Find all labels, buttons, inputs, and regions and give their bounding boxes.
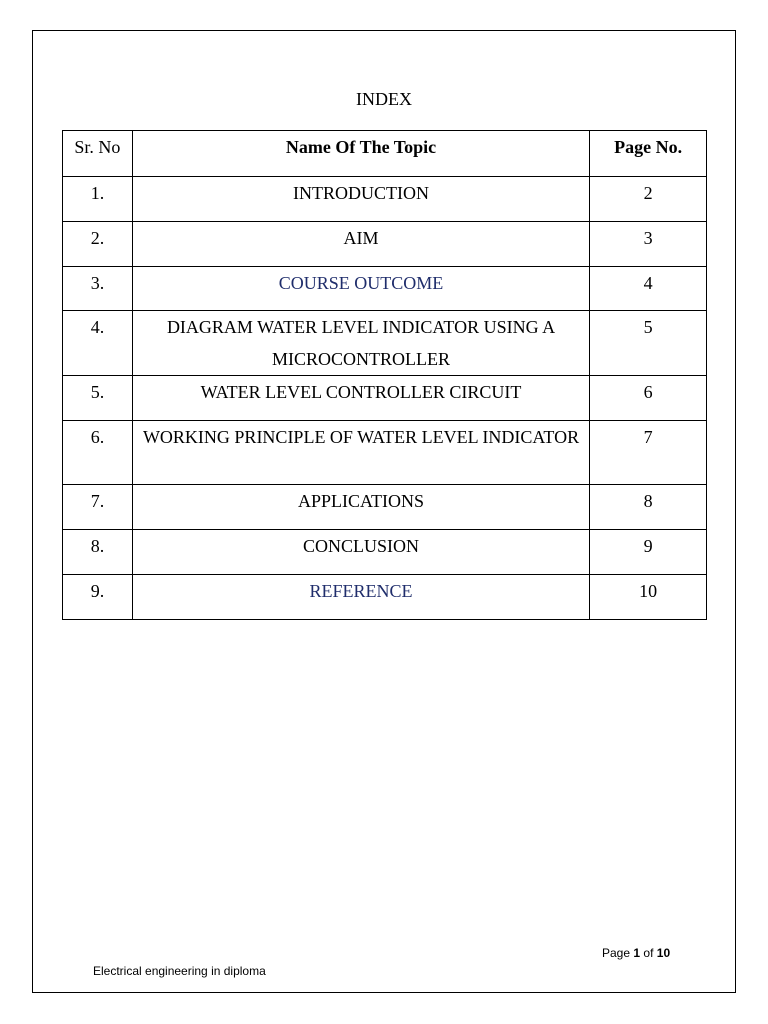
- row-topic: WORKING PRINCIPLE OF WATER LEVEL INDICATOR: [132, 421, 589, 485]
- table-row: [63, 222, 707, 267]
- index-table: [62, 130, 707, 620]
- table-row: [63, 530, 707, 575]
- row-page: 9: [590, 530, 707, 575]
- row-number: 7.: [63, 485, 133, 530]
- table-row: [63, 421, 707, 485]
- row-page: 4: [590, 267, 707, 311]
- header-sr-no: Sr. No: [63, 131, 133, 177]
- row-page: 7: [590, 421, 707, 485]
- row-number: 4.: [63, 311, 133, 376]
- row-page: 6: [590, 376, 707, 421]
- table-row: [63, 177, 707, 222]
- index-title: INDEX: [356, 89, 412, 109]
- row-topic: AIM: [132, 222, 589, 267]
- row-number: 6.: [63, 421, 133, 485]
- row-number: 5.: [63, 376, 133, 421]
- row-topic: WATER LEVEL CONTROLLER CIRCUIT: [132, 376, 589, 421]
- table-row: [63, 267, 707, 311]
- row-page: 10: [590, 575, 707, 620]
- row-topic: COURSE OUTCOME: [132, 267, 589, 311]
- page-current: 1: [633, 946, 641, 960]
- row-number: 1.: [63, 177, 133, 222]
- header-topic: Name Of The Topic: [132, 131, 589, 177]
- row-number: 8.: [63, 530, 133, 575]
- page-of: of: [643, 946, 654, 960]
- row-topic: DIAGRAM WATER LEVEL INDICATOR USING A MICROCONTROLLER: [132, 311, 589, 376]
- row-page: 8: [590, 485, 707, 530]
- table-row: [63, 575, 707, 620]
- page-number: [602, 946, 670, 960]
- row-number: 2.: [63, 222, 133, 267]
- row-number: 9.: [63, 575, 133, 620]
- row-topic: INTRODUCTION: [132, 177, 589, 222]
- table-row: [63, 376, 707, 421]
- page-prefix: Page: [602, 946, 631, 960]
- row-number: 3.: [63, 267, 133, 311]
- row-topic: REFERENCE: [132, 575, 589, 620]
- page-total: 10: [656, 946, 671, 960]
- table-row: [63, 311, 707, 376]
- row-page: 5: [590, 311, 707, 376]
- row-topic: APPLICATIONS: [132, 485, 589, 530]
- footer-text: Electrical engineering in diploma: [93, 964, 266, 978]
- header-row: [63, 131, 707, 177]
- header-page-no: Page No.: [590, 131, 707, 177]
- row-page: 3: [590, 222, 707, 267]
- row-page: 2: [590, 177, 707, 222]
- row-topic: CONCLUSION: [132, 530, 589, 575]
- table-row: [63, 485, 707, 530]
